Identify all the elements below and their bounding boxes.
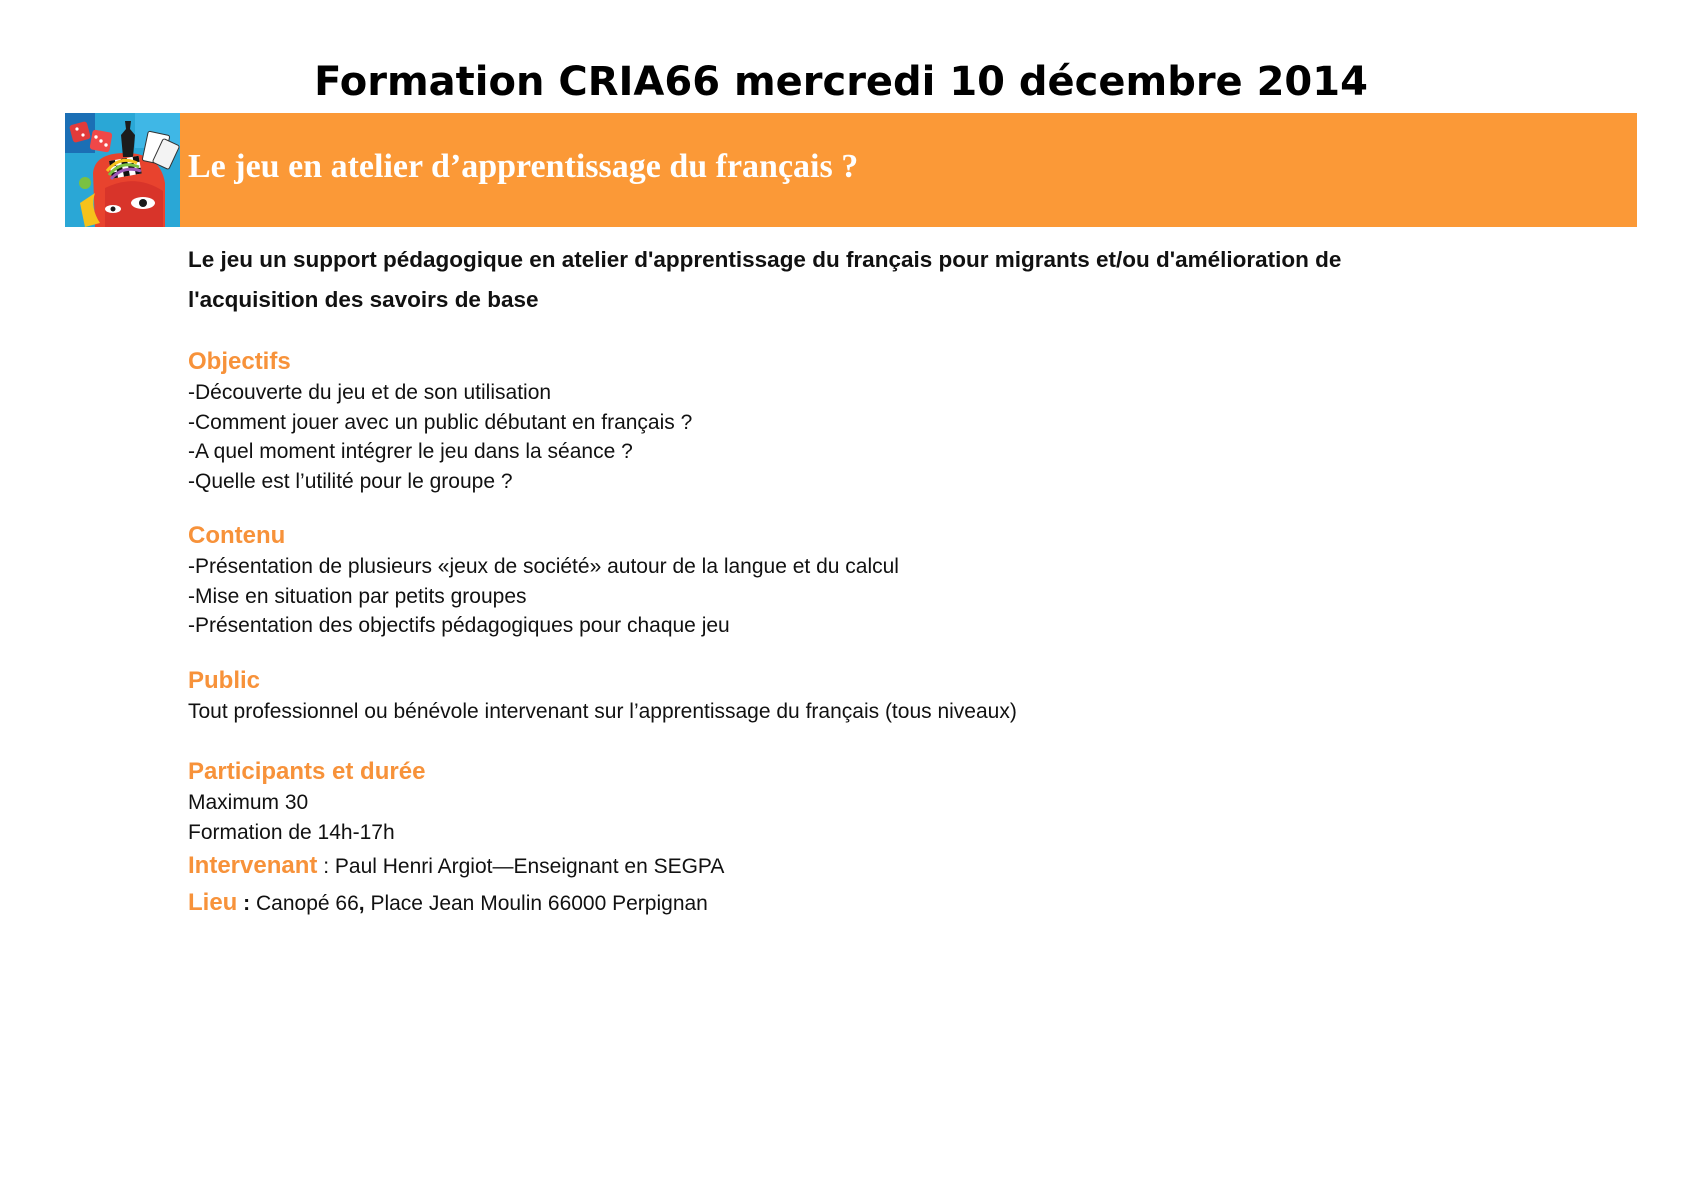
lieu-row — [188, 884, 1528, 923]
participants-item: Maximum 30 — [188, 791, 309, 814]
page-title: Formation CRIA66 mercredi 10 décembre 2014 — [314, 59, 1368, 105]
section-heading-objectifs: Objectifs — [188, 348, 291, 375]
section-objectifs — [188, 346, 1528, 496]
header-banner — [65, 113, 1637, 227]
document-body — [188, 240, 1528, 923]
intervenant-row — [188, 847, 1528, 886]
intro-line-2: l'acquisition des savoirs de base — [188, 287, 539, 312]
intervenant-separator: : — [317, 855, 335, 878]
contenu-item: -Mise en situation par petits groupes — [188, 584, 527, 608]
section-contenu — [188, 520, 1528, 641]
lieu-label: Lieu — [188, 889, 238, 916]
lieu-comma: , — [358, 892, 365, 915]
section-heading-public: Public — [188, 666, 261, 694]
lieu-value-part1: Canopé 66 — [256, 892, 359, 915]
objectifs-item: -Comment jouer avec un public débutant en français ? — [188, 410, 693, 434]
contenu-item: -Présentation des objectifs pédagogiques pour chaque jeu — [188, 614, 730, 637]
banner-heading: Le jeu en atelier d’apprentissage du français ? — [188, 148, 859, 185]
public-item: Tout professionnel ou bénévole intervenant sur l’apprentissage du français (tous niveaux) — [188, 699, 1017, 723]
objectifs-item: -A quel moment intégrer le jeu dans la séance ? — [188, 440, 633, 463]
section-heading-contenu: Contenu — [188, 522, 286, 549]
section-public — [188, 665, 1528, 727]
section-participants — [188, 756, 1528, 847]
objectifs-item: -Quelle est l’utilité pour le groupe ? — [188, 469, 513, 493]
board-games-illustration — [65, 113, 180, 227]
objectifs-item: -Découverte du jeu et de son utilisation — [188, 381, 552, 404]
intervenant-label: Intervenant — [188, 852, 318, 879]
lieu-separator: : — [237, 892, 257, 915]
intro-line-1: Le jeu un support pédagogique en atelier d'apprentissage du français pour migrants et/ou d'amélioration de — [188, 247, 1342, 272]
contenu-item: -Présentation de plusieurs «jeux de société» autour de la langue et du calcul — [188, 555, 899, 578]
lieu-value-part2: Place Jean Moulin 66000 Perpignan — [364, 892, 708, 915]
participants-item: Formation de 14h-17h — [188, 820, 395, 844]
intervenant-value: Paul Henri Argiot—Enseignant en SEGPA — [334, 855, 725, 878]
intro-paragraph — [188, 240, 1528, 320]
section-heading-participants: Participants et durée — [188, 758, 426, 785]
